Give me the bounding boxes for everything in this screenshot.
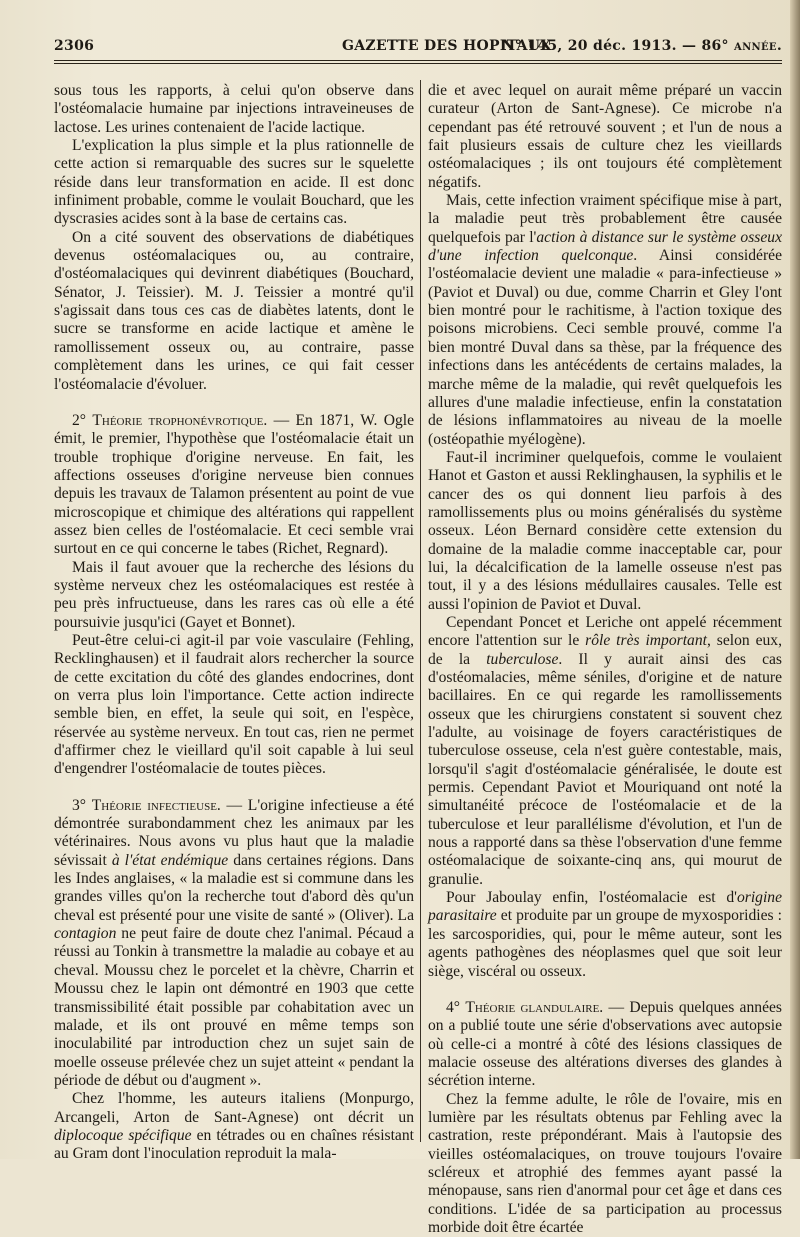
column-divider [420, 80, 421, 1142]
paragraph: Mais il faut avouer que la recherche des lésions du système nerveux chez les ostéomalaciques est restée à peu près infructueuse, dans les rares cas où elle a été poursuivie jusqu'ici (Gayet et Bonnet). [54, 558, 414, 631]
paragraph: Faut-il incriminer quelquefois, comme le voulaient Hanot et Gaston et aussi Reklinghausen, la syphilis et le cancer des os qui donnent lieu parfois à des ramollissements plus ou moins généralisés du système osseux. Léon Bernard considère cette extension du domaine de la maladie comme inacceptable car, pour lui, la décalcification de la lamelle osseuse n'est pas tout, il y a des lésions médullaires causales. Telle est aussi l'opinion de Paviot et Duval. [428, 448, 782, 613]
paragraph: Peut-être celui-ci agit-il par voie vasculaire (Fehling, Recklinghausen) et il faudrait alors rechercher la source de cette excitation du côté des glandes endocrines, dont on verra plus loin l'importance. Cette action indirecte semble bien, en effet, la seule qui soit, en l'espèce, réservée au système nerveux. En tout cas, rien ne permet d'affirmer chez le vieillard qu'il soit capable à lui seul d'engendrer l'ostéomalacie de toutes pièces. [54, 631, 414, 778]
section-heading: Théorie infectieuse. [91, 796, 221, 814]
section-heading: Théorie glandulaire. [465, 998, 604, 1016]
paragraph: On a cité souvent des observations de diabétiques devenus ostéomalaciques ou, au contraire, d'ostéomalaciques qui devinrent diabétiques (Bouchard, Sénator, J. Teissier). M. J. Teissier a montré qu'il s'agissait dans tous ces cas de diabètes latents, dont le sucre se transforme en acide lactique et amène le ramollissement osseux ou, au contraire, passe complètement dans les urines, ce qui fait cesser l'ostéomalacie d'évoluer. [54, 228, 414, 393]
paragraph: Chez l'homme, les auteurs italiens (Monpurgo, Arcangeli, Arton de Sant-Agnese) ont décrit un diplocoque spécifique en tétrades ou en chaînes résistant au Gram dont l'inoculation reproduit la mala- [54, 1090, 414, 1163]
right-column [428, 82, 782, 1237]
left-column [54, 82, 414, 1164]
paragraph: Cependant Poncet et Leriche ont appelé récemment encore l'attention sur le rôle très important, selon eux, de la tuberculose. Il y aurait ainsi des cas d'ostéomalacies, même séniles, d'origine et de nature bacillaires. En ce qui regarde les ramollissements osseux que les chirurgiens constatent si souvent chez l'adulte, au voisinage de foyers caractéristiques de tuberculose osseuse, cela n'est guère contestable, mais, lorsqu'il s'agit d'ostéomalacie généralisée, le doute est permis. Cependant Paviot et Mouriquand ont noté la simultanéité précoce de l'ostéomalacie et de la tuberculose et leur parallélisme d'évolution, et l'un de nous a rapporté dans sa thèse l'observation d'une femme ostéomalacique de soixante-cinq ans, qui mourut de granulie. [428, 613, 783, 888]
header-rule [54, 60, 782, 61]
issue-info: N° 145, 20 déc. 1913. — 86° année. [501, 38, 782, 54]
section-heading: Théorie trophonévrotique. [92, 411, 268, 429]
page-number: 2306 [54, 38, 95, 54]
paragraph: Chez la femme adulte, le rôle de l'ovaire, mis en lumière par les résultats obtenus par Fehling avec la castration, reste prépondérant. Mais à l'autopsie des vieilles ostéomalaciques, on trouve toujours l'ovaire scléreux et atrophié des femmes ayant passé la ménopause, sans rien d'anormal pour cet âge et dans ces conditions. L'idée de sa participation au processus morbide doit être écartée [428, 1090, 782, 1236]
journal-title: GAZETTE DES HOPITAUX [342, 38, 552, 54]
paragraph: Mais, cette infection vraiment spécifique mise à part, la maladie peut très probablement être causée quelquefois par l'action à distance sur le système osseux d'une infection quelconque. Ainsi considérée l'ostéomalacie devient une maladie « para-infectieuse » (Paviot et Duval) ou due, comme Charrin et Gley l'ont bien montré pour le rachitisme, à l'action toxique des poisons microbiens. Ceci semble prouvé, comme l'a bien montré Duval dans sa thèse, par la fréquence des infections dans les antécédents de certains malades, la marche même de la maladie, qui revêt quelquefois les allures d'une maladie infectieuse, enfin la constatation de lésions inflammatoires au niveau de la moelle (ostéopathie myélogène). [428, 192, 782, 448]
paragraph: die et avec lequel on aurait même préparé un vaccin curateur (Arton de Sant-Agnese). Ce microbe n'a cependant pas été retrouvé souvent ; et l'un de nous a fait plusieurs essais de culture chez les vieillards ostéomalaciques ; ils ont toujours été complètement négatifs. [428, 82, 782, 191]
paragraph: sous tous les rapports, à celui qu'on observe dans l'ostéomalacie humaine par injections intraveineuses de lactose. Les urines contenaient de l'acide lactique. [54, 82, 414, 136]
section-paragraph: 3° Théorie infectieuse. — L'origine infectieuse a été démontrée surabondamment chez les animaux par les vétérinaires. Nous avons vu plus haut que la maladie sévissait à l'état endémique dans certaines régions. Dans les Indes anglaises, « la maladie est si commune dans les grandes villes qu'on la recherche tout d'abord dès qu'un cheval est présenté pour une visite de santé » (Oliver). La contagion ne peut faire de doute chez l'animal. Pécaud a réussi au Tonkin à transmettre la maladie au cobaye et au cheval. Moussu chez le porcelet et la chèvre, Charrin et Moussu chez le lapin ont démontré en 1903 que cette transmissibilité était possible par cohabitation avec un malade, et ils ont prouvé en même temps son inoculabilité par introduction chez un sujet sain de moelle osseuse prélevée chez un sujet atteint « pendant la période de début ou d'augment ». [54, 796, 414, 1089]
page-edge [790, 0, 800, 1159]
paragraph: L'explication la plus simple et la plus rationnelle de cette action si remarquable des sucres sur le squelette réside dans leur transformation en acide. Il est donc infiniment probable, comme le voulait Bouchard, que les dyscrasies acides sont à la base de certains cas. [54, 137, 414, 228]
header-rule-thin [54, 63, 782, 64]
section-paragraph: 2° Théorie trophonévrotique. — En 1871, W. Ogle émit, le premier, l'hypothèse que l'ostéomalacie était un trouble trophique d'origine nerveuse. En fait, les affections osseuses d'origine nerveuse bien connues depuis les travaux de Talamon présentent au point de vue microscopique et chimique des altérations qui rappellent assez bien celles de l'ostéomalacie. Et ceci semble vrai surtout en ce qui concerne le tabes (Richet, Regnard). [54, 411, 415, 558]
section-paragraph: 4° Théorie glandulaire. — Depuis quelques années on a publié toute une série d'observations avec autopsie où celle-ci a montré à côté des lésions classiques de malacie osseuse des altérations diverses des glandes à sécrétion interne. [428, 998, 782, 1090]
paragraph: Pour Jaboulay enfin, l'ostéomalacie est d'origine parasitaire et produite par un groupe de myxosporidies : les sarcosporidies, qui, pour le même auteur, sont les agents pathogènes des néoplasmes quel que soit leur siège, viscéral ou osseux. [428, 889, 782, 980]
page-header [54, 38, 782, 60]
